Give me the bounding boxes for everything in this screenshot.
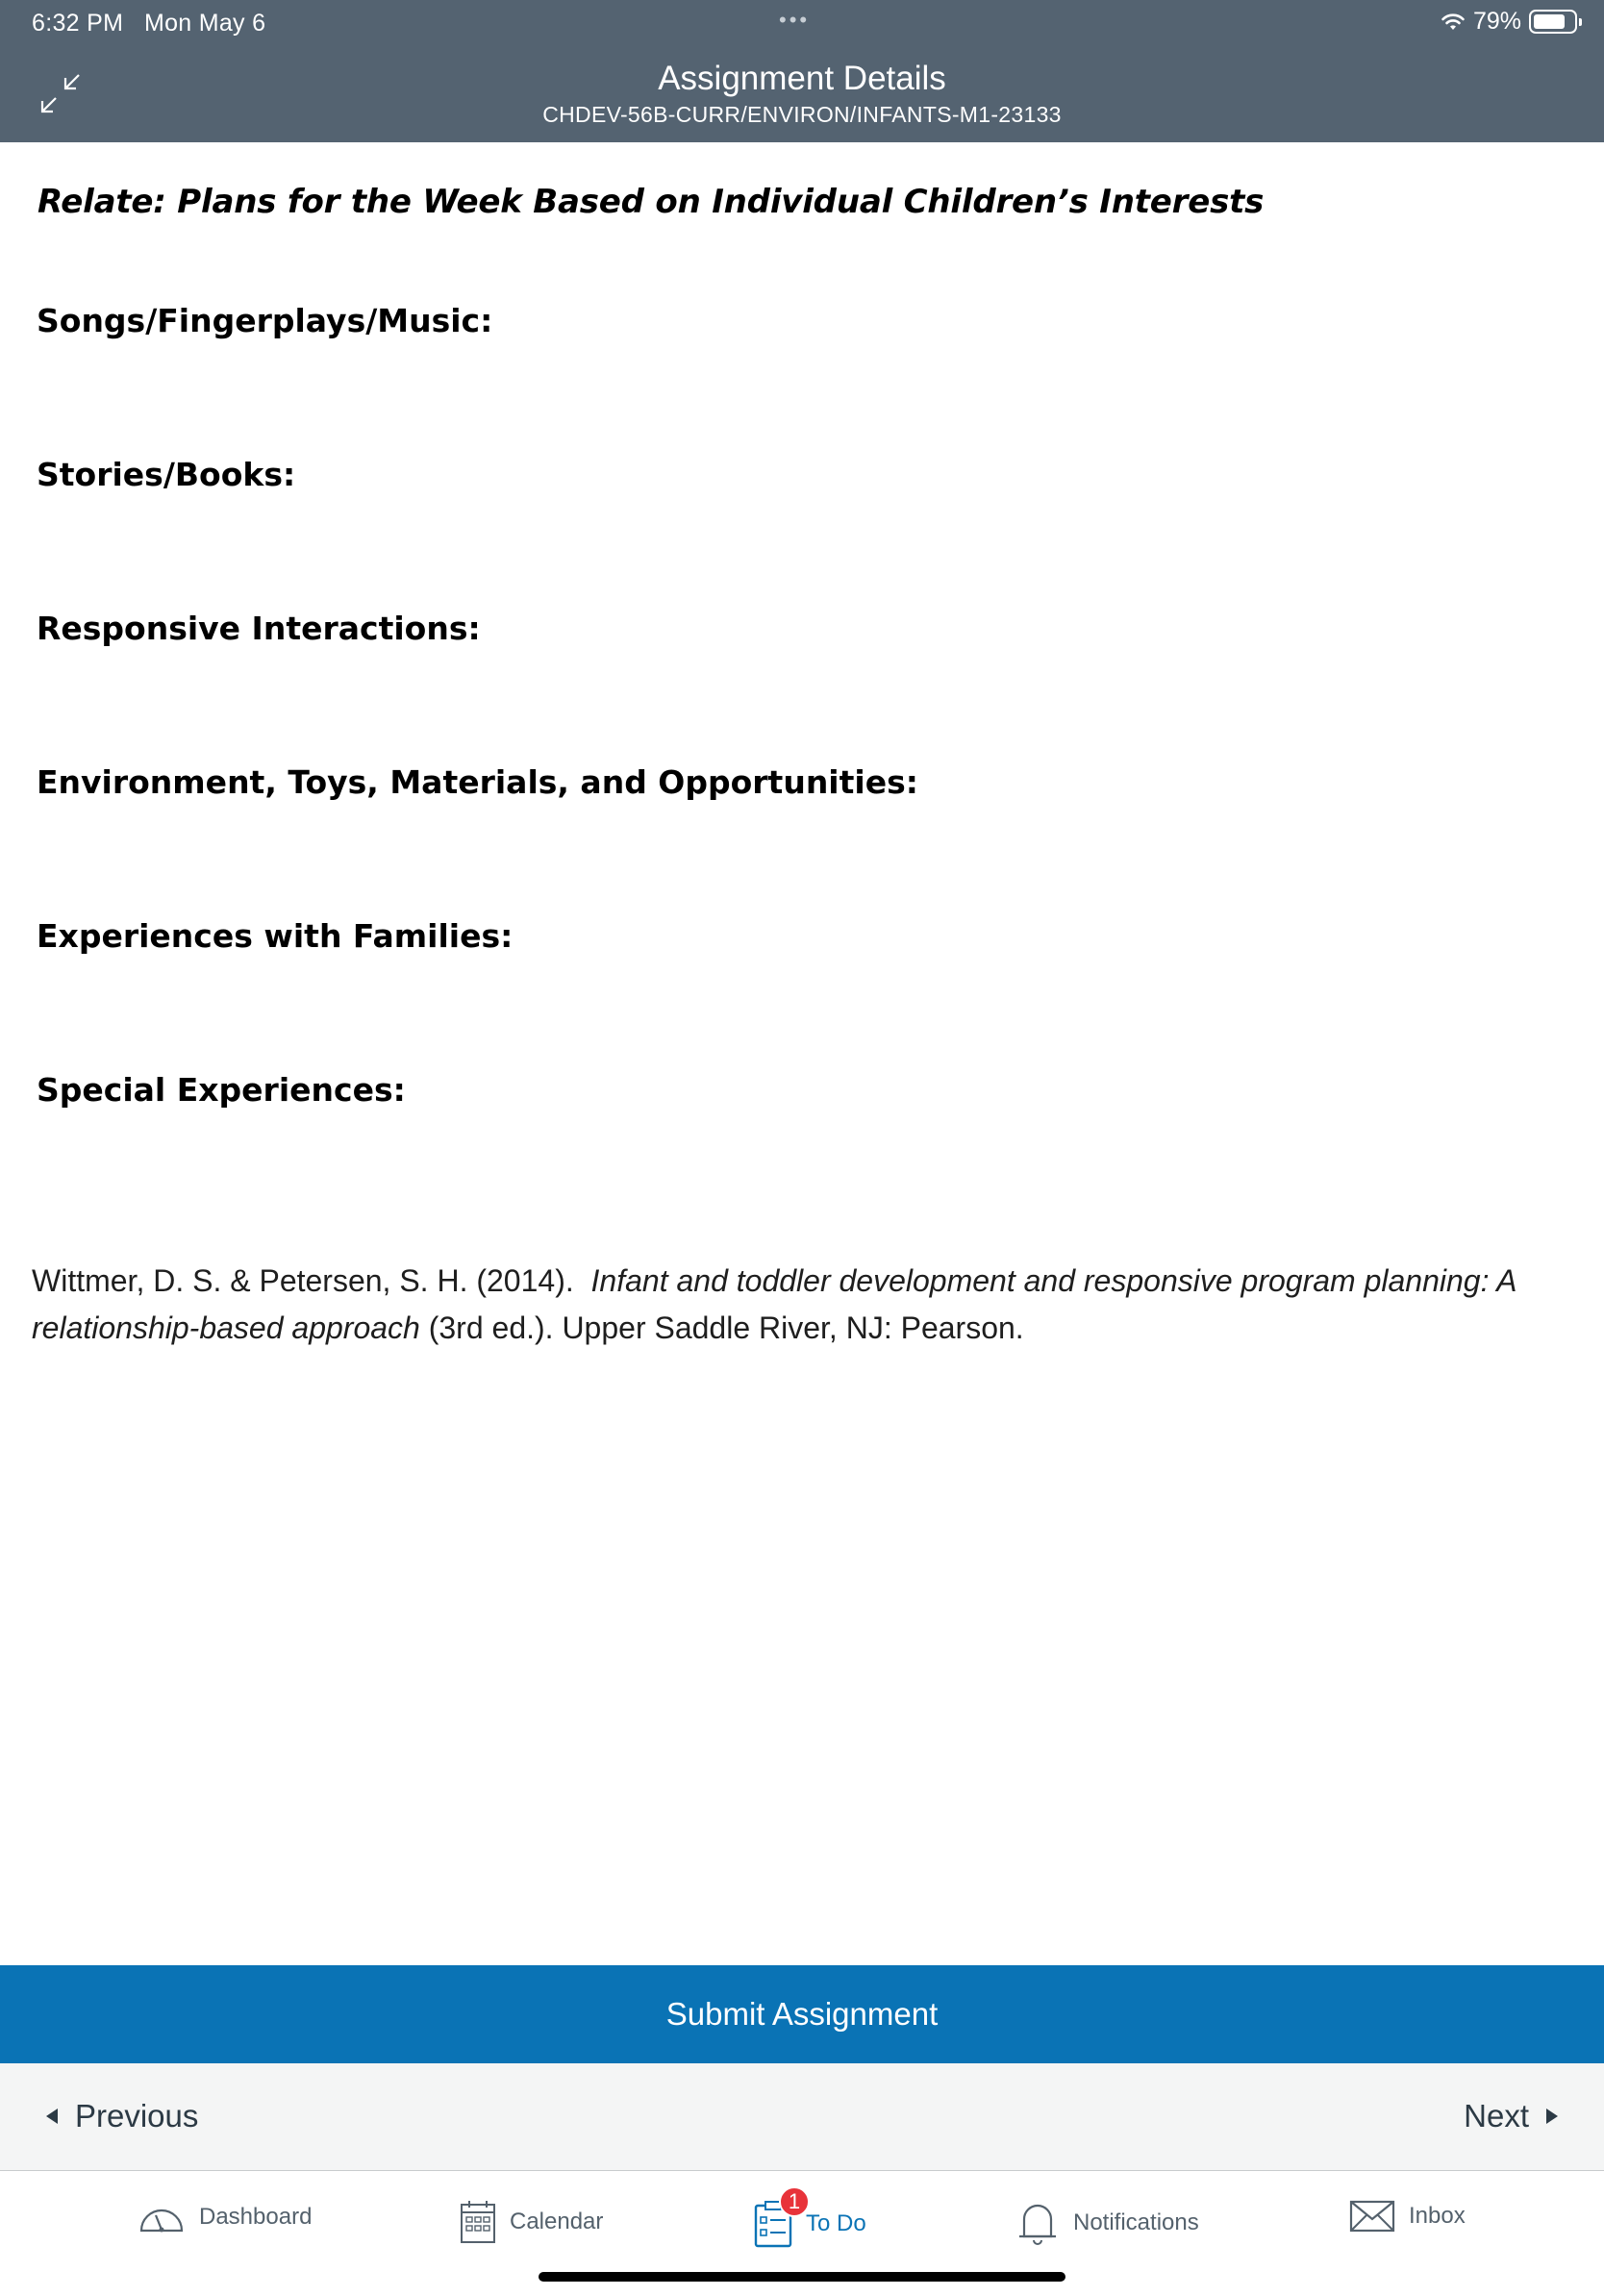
chevron-left-icon: [46, 2109, 58, 2124]
status-time: [32, 10, 265, 37]
tab-notifications[interactable]: [1015, 2200, 1199, 2246]
submit-assignment-button[interactable]: [0, 1965, 1604, 2063]
tab-label: Notifications: [1073, 2209, 1199, 2235]
page-title: Assignment Details: [658, 60, 946, 97]
relate-heading: Relate: Plans for the Week Based on Individual Children’s Interests: [38, 183, 1265, 221]
previous-label: Previous: [75, 2098, 199, 2134]
next-label: Next: [1464, 2098, 1529, 2134]
todo-badge: 1: [779, 2186, 810, 2217]
status-date: Mon May 6: [143, 10, 266, 37]
envelope-icon: [1349, 2200, 1395, 2233]
bell-icon: [1015, 2200, 1060, 2246]
tab-label: Inbox: [1409, 2203, 1466, 2229]
status-clock: 6:32 PM: [32, 10, 124, 37]
battery-level: [1534, 14, 1565, 29]
tab-label: Dashboard: [199, 2204, 313, 2230]
assignment-content: [0, 142, 1604, 1965]
previous-button[interactable]: [46, 2098, 198, 2134]
reference-publisher: (3rd ed.). Upper Saddle River, NJ: Pearson.: [428, 1310, 1024, 1345]
tab-label: To Do: [806, 2210, 866, 2236]
reference-citation: [32, 1258, 1570, 1352]
pager-bar: [0, 2063, 1604, 2171]
wifi-icon: [1441, 12, 1466, 32]
section-heading: Experiences with Families:: [37, 917, 514, 955]
section-heading: Responsive Interactions:: [37, 610, 481, 647]
multitasking-dots-icon[interactable]: •••: [779, 8, 811, 32]
submit-label: Submit Assignment: [665, 1996, 939, 2032]
home-indicator[interactable]: [539, 2272, 1065, 2282]
todo-icon-wrap: [754, 2189, 801, 2248]
app-header: [0, 0, 1604, 142]
tab-inbox[interactable]: [1349, 2200, 1466, 2233]
status-indicators: [1441, 8, 1577, 36]
reference-title: Infant and toddler development and responsive program planning: A relationship-based approach: [32, 1263, 1516, 1345]
next-button[interactable]: [1464, 2098, 1558, 2134]
section-heading: Special Experiences:: [37, 1071, 406, 1109]
battery-percent: 79%: [1472, 8, 1521, 35]
chevron-right-icon: [1546, 2109, 1558, 2124]
tab-label: Calendar: [510, 2209, 604, 2234]
tab-todo[interactable]: [754, 2189, 866, 2248]
section-heading: Stories/Books:: [37, 456, 296, 493]
page-subtitle: CHDEV-56B-CURR/ENVIRON/INFANTS-M1-23133: [542, 102, 1062, 127]
battery-icon: [1529, 10, 1577, 34]
calendar-icon: [460, 2200, 496, 2244]
section-heading: Songs/Fingerplays/Music:: [37, 302, 493, 339]
dashboard-icon: [138, 2200, 186, 2234]
section-heading: Environment, Toys, Materials, and Opportunities:: [37, 763, 918, 801]
tab-dashboard[interactable]: [138, 2200, 312, 2234]
tab-calendar[interactable]: [460, 2200, 603, 2244]
reference-authors: Wittmer, D. S. & Petersen, S. H. (2014).: [32, 1263, 574, 1298]
